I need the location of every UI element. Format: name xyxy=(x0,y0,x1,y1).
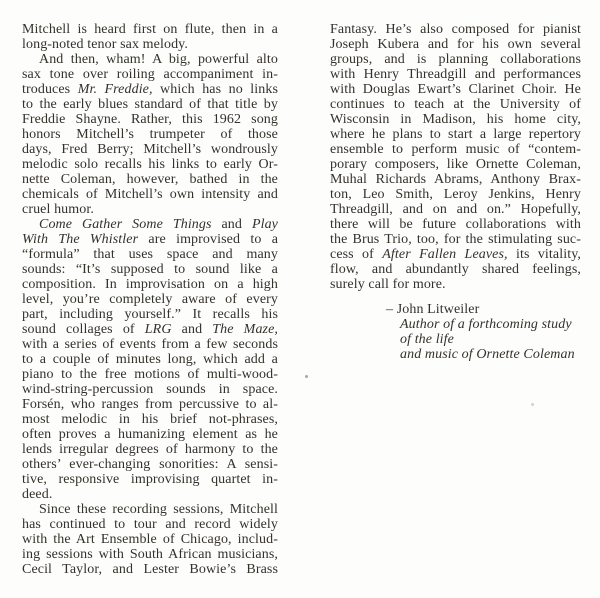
text-line: part, including yourself.” It recalls his xyxy=(22,307,278,322)
text-line: to a couple of minutes long, which add a xyxy=(22,352,278,367)
text-line: there will be future collaborations with xyxy=(330,217,581,232)
text-line: level, you’re completely aware of every xyxy=(22,292,278,307)
text-line: others’ ever-changing sonorities: A sensi- xyxy=(22,457,278,472)
text-line: ensemble to perform music of “contem- xyxy=(330,142,581,157)
text-line: chemicals of Mitchell’s own intensity and xyxy=(22,187,278,202)
credit-line: of the life xyxy=(400,332,454,347)
text-line: ton, Leo Smith, Leroy Jenkins, Henry xyxy=(330,187,581,202)
right-text-column xyxy=(330,22,581,362)
text-line: melodic solo recalls his links to early Or- xyxy=(22,157,278,172)
byline-author-name: – John Litweiler xyxy=(386,302,480,317)
print-speck xyxy=(305,375,308,378)
left-text-column xyxy=(22,22,278,577)
text-line: Muhal Richards Abrams, Anthony Brax- xyxy=(330,172,581,187)
text-line: deed. xyxy=(22,487,53,502)
text-line: Mitchell is heard first on flute, then in a xyxy=(22,22,278,37)
credit-line: and music of Ornette Coleman xyxy=(400,347,575,362)
text-line: the Brus Trio, too, for the stimulating suc- xyxy=(330,232,581,247)
text-line: Forsén, who ranges from percussive to al- xyxy=(22,397,278,412)
text-line: Come Gather Some Things and Play xyxy=(39,217,278,232)
text-line: surely call for more. xyxy=(330,277,446,292)
print-speck xyxy=(531,403,534,406)
text-line: lends irregular degrees of harmony to the xyxy=(22,442,278,457)
text-line: with a series of events from a few seconds xyxy=(22,337,278,352)
text-line: sound collages of LRG and The Maze, xyxy=(22,322,279,337)
text-line: porary composers, like Ornette Coleman, xyxy=(330,157,581,172)
text-line: Freddie Shayne. Rather, this 1962 song xyxy=(22,112,278,127)
text-line: cess of After Fallen Leaves, its vitality, xyxy=(330,247,581,262)
credit-line: Author of a forthcoming study xyxy=(400,317,572,332)
text-line: flow, and abundantly shared feelings, xyxy=(330,262,581,277)
text-line: cruel humor. xyxy=(22,202,94,217)
text-line: nette Coleman, however, bathed in the xyxy=(22,172,278,187)
text-line: with Henry Threadgill and performances xyxy=(330,67,581,82)
text-line: Threadgill, and on and on.” Hopefully, xyxy=(330,202,581,217)
text-line: tive, responsive improvising quartet in- xyxy=(22,472,278,487)
text-line: most melodic in his brief not-phrases, xyxy=(22,412,278,427)
text-line: And then, wham! A big, powerful alto xyxy=(39,52,278,67)
text-line: honors Mitchell’s trumpeter of those xyxy=(22,127,278,142)
text-line: troduces Mr. Freddie, which has no links xyxy=(22,82,278,97)
text-line: ing sessions with South African musicians, xyxy=(22,547,278,562)
text-line: long-noted tenor sax melody. xyxy=(22,37,188,52)
text-line: continues to teach at the University of xyxy=(330,97,581,112)
text-line: has continued to tour and record widely xyxy=(22,517,278,532)
right-column-text xyxy=(330,22,581,292)
text-line: with Douglas Ewart’s Clarinet Choir. He xyxy=(330,82,581,97)
text-line: to the early blues standard of that title by xyxy=(22,97,278,112)
text-line: Cecil Taylor, and Lester Bowie’s Brass xyxy=(22,562,278,577)
text-line: composition. In improvisation on a high xyxy=(22,277,278,292)
text-line: wind-string-percussion sounds in space. xyxy=(22,382,278,397)
text-line: with the Art Ensemble of Chicago, includ- xyxy=(22,532,278,547)
text-line: With The Whistler are improvised to a xyxy=(22,232,279,247)
text-line: Since these recording sessions, Mitchell xyxy=(39,502,278,517)
text-line: Wisconsin in Madison, his home city, xyxy=(330,112,581,127)
text-line: days, Fred Berry; Mitchell’s wondrously xyxy=(22,142,278,157)
text-line: where he plans to start a large repertory xyxy=(330,127,581,142)
text-line: Fantasy. He’s also composed for pianist xyxy=(330,22,581,37)
text-line: “formula” that uses space and many xyxy=(22,247,278,262)
text-line: often proves a humanizing element as he xyxy=(22,427,278,442)
text-line: Joseph Kubera and for his own several xyxy=(330,37,581,52)
author-credit-lines xyxy=(330,317,581,362)
text-line: sax tone over roiling accompaniment in- xyxy=(22,67,278,82)
signature-block xyxy=(330,302,581,362)
text-line: piano to the free motions of multi-wood- xyxy=(22,367,278,382)
text-line: sounds: “It’s supposed to sound like a xyxy=(22,262,278,277)
text-line: groups, and is planning collaborations xyxy=(330,52,581,67)
